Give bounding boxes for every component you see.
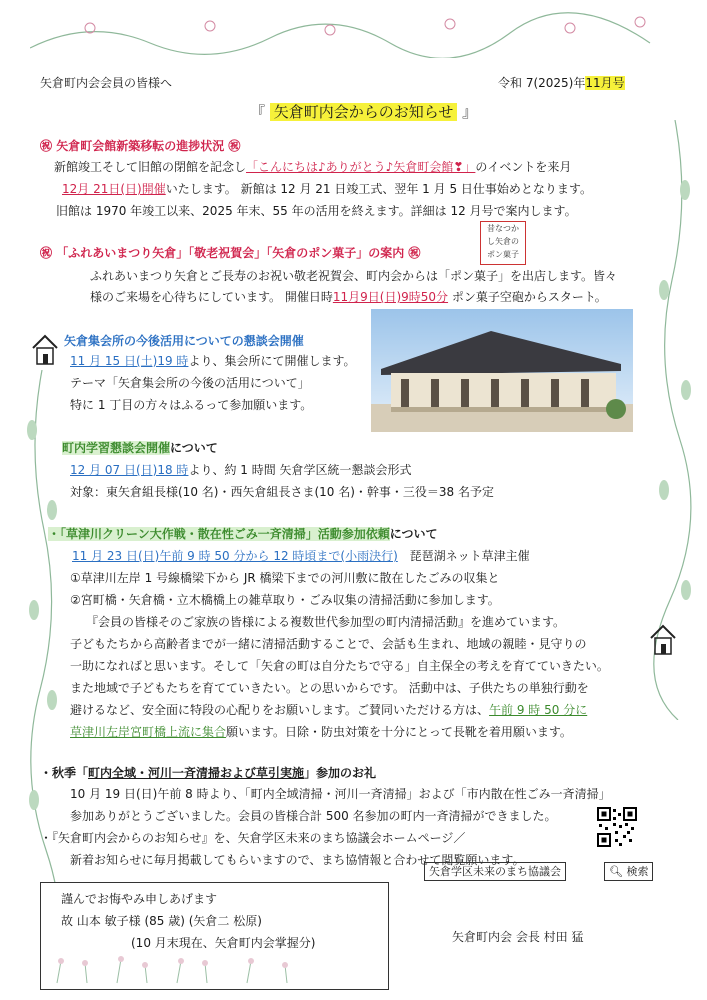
condolence-note: (10 月末現在、矢倉町内会掌握分) [131,936,316,950]
search-box[interactable] [424,862,566,881]
section5-line2: ①草津川左岸 1 号線橋梁下から JR 橋梁下までの河川敷に散在したごみの収集と [70,571,500,585]
section7-line1: ・『矢倉町内会からのお知らせ』を、矢倉学区未来のまち協議会ホームページ／ [40,831,466,845]
festival-datetime: 11月9日(日)9時50分 [332,290,449,304]
section3-line2: テーマ「矢倉集会所の今後の活用について」 [70,376,310,390]
section4-heading: 町内学習懇談会開催について [62,441,218,455]
meeting-place: 草津川左岸宮町橋上流に集合 [70,725,227,739]
house-icon [30,332,60,368]
section6-line2: 参加ありがとうございました。会員の皆様合計 500 名参加の町内一斉清掃ができました。 [70,809,557,823]
section1-line1: 新館竣工そして旧館の閉館を記念し「こんにちは♪ありがとう♪矢倉町会館❣」のイベントを来月 [54,160,572,174]
event-date: 12月 21日(日)開催 [62,182,166,196]
vine-border-left [22,370,62,970]
section6-heading: ・秋季「町内全域・河川一斉清掃および草引実施」参加のお礼 [40,766,377,780]
section7-line2: 新着お知らせに毎月掲載してもらいますので、まち協情報と合わせて閲覧願います。 [70,853,525,867]
section6-line1: 10 月 19 日(日)午前 8 時より、「町内全域清掃・河川一斉清掃」および「市内散在性ごみ一斉清掃」 [70,787,611,801]
issue-date [498,75,625,91]
section4-line1: 12 月 07 日(日)18 時より、約 1 時間 矢倉学区統一懇談会形式 [70,463,412,477]
section1-line2: 12月 21日(日)開催いたします。 新館は 12 月 21 日竣工式、翌年 1 月 5 日仕事始めとなります。 [62,182,592,196]
section4-line2: 対象：東矢倉組長様(10 名)・西矢倉組長さま(10 名)・幹事・三役＝38 名予定 [70,485,494,499]
issue-month: 11月号 [585,76,625,90]
section1-line3: 旧館は 1970 年竣工以来、2025 年末、55 年の活用を終えます。詳細は 12 月号で案内します。 [56,204,577,218]
section3-line1: 11 月 15 日(土)19 時より、集会所にて開催します。 [70,354,356,368]
section2-heading: ㊗ 「ふれあいまつり矢倉」「敬老祝賀会」「矢倉のポン菓子」の案内 ㊗ [40,246,421,260]
condolence-box [40,882,389,990]
cleanup-datetime: 11 月 23 日(日)午前 9 時 50 分から 12 時頃まで(小雨決行) [72,549,398,563]
section5-line6: 一助になればと思います。そして「矢倉の町は自分たちで守る」自主保全の考えを育てていきたい。 [70,659,609,673]
section5-line3: ②宮町橋・矢倉橋・立木橋橋上の雑草取り・ごみ収集の清掃活動に参加します。 [70,593,500,607]
study-meeting-datetime: 12 月 07 日(日)18 時 [70,463,189,477]
vine-border-top [30,8,680,58]
condolence-title: 謹んでお悔やみ申しあげます [61,892,218,906]
ponkashi-stamp: 昔なつか し矢倉の ポン菓子 [480,221,526,265]
section1-heading: ㊗ 矢倉町会館新築移転の進捗状況 ㊗ [40,139,241,153]
section5-line1: 11 月 23 日(日)午前 9 時 50 分から 12 時頃まで(小雨決行) 琵琶湖ネット草津主催 [72,549,530,563]
section5-line8: 避けるなど、安全面に特段の心配りをお願いします。ご賛同いただける方は、午前 9 時 50 分に [70,703,588,717]
section5-line7: また地域で子どもたちを育てていきたい。との思いからです。 活動中は、子供たちの単独行動を [70,681,589,695]
signature: 矢倉町内会 会長 村田 猛 [452,930,584,944]
section5-line5: 子どもたちから高齢者までが一緒に清掃活動することで、会話も生まれ、地域の親睦・見守りの [70,637,587,651]
page-title: 『 矢倉町内会からのお知らせ 』 [250,103,478,121]
section3-heading: 矢倉集会所の今後活用についての懇談会開催 [64,334,304,348]
search-icon: 🔍︎ [609,865,623,878]
section5-line9: 草津川左岸宮町橋上流に集合願います。日除・防虫対策を十分にとって長靴を着用願います。 [70,725,572,739]
section2-line1: ふれあいまつり矢倉とご長寿のお祝い敬老祝賀会、町内会からは「ポン菓子」を出店します。皆々 [90,269,618,283]
section2-line2: 様のご来場を心待ちにしています。 開催日時11月9日(日)9時50分 ポン菓子空砲からスタート。 [90,290,607,304]
event-name: 「こんにちは♪ありがとう♪矢倉町会館❣」 [246,160,476,174]
qr-code-icon[interactable] [597,807,637,847]
page-title-text: 矢倉町内会からのお知らせ [270,103,458,121]
community-hall-photo [371,309,633,432]
meeting-datetime: 11 月 15 日(土)19 時 [70,354,189,368]
section3-line3: 特に 1 丁目の方々はふるって参加願います。 [70,398,313,412]
meeting-time: 午前 9 時 50 分に [489,703,588,717]
search-query: 矢倉学区未来のまち協議会 [429,865,561,878]
section5-heading: ・「草津川クリーン大作戦・散在性ごみ一斉清掃」活動参加依頼について [48,527,438,541]
section5-line4: 『会員の皆様そのご家族の皆様による複数世代参加型の町内清掃活動』を進めています。 [86,615,566,629]
house-icon [648,622,678,658]
issue-prefix: 令和 7(2025)年 [498,76,586,90]
search-button[interactable]: 🔍︎ 検索 [604,862,653,881]
flower-decoration [47,953,377,985]
addressee: 矢倉町内会会員の皆様へ [40,76,173,90]
condolence-name: 故 山本 敏子様 (85 歳) (矢倉二 松原) [61,914,262,928]
